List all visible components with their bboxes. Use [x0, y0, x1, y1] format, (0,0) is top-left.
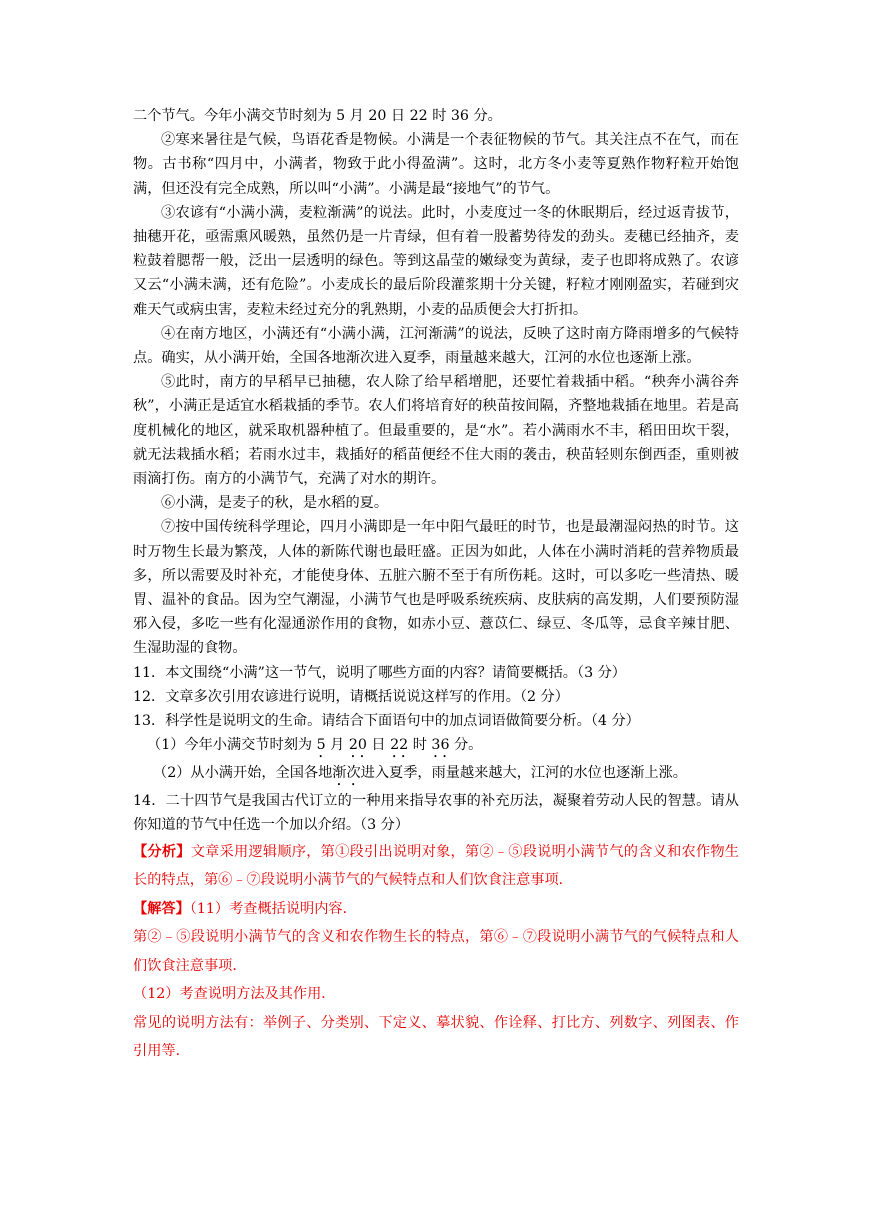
dotted-minute: 36 — [431, 737, 450, 754]
answer-solution-11: 第②﹣⑤段说明小满节气的含义和农作物生长的特点，第⑥﹣⑦段说明小满节气的气候特点和人们饮食注意事项． — [133, 929, 739, 974]
article-paragraph-6: ⑥小满，是麦子的秋，是水稻的夏。 — [161, 495, 389, 512]
question-11: 11．本文围绕“小满”这一节气，说明了哪些方面的内容？请简要概括。（3 分） — [133, 664, 626, 681]
article-paragraph-2: ②寒来暑往是气候，鸟语花香是物候。小满是一个表征物候的节气。其关注点不在气，而在物。古书称“四月中，小满者，物致于此小得盈满”。这时，北方冬小麦等夏熟作物籽粒开始饱满，但还没有完全成熟，所以叫“小满”。小满是最“接地气”的节气。 — [133, 132, 739, 197]
question-13-item-1 — [133, 733, 739, 761]
article-paragraph-7: ⑦按中国传统科学理论，四月小满即是一年中阳气最旺的时节，也是最潮湿闷热的时节。这时万物生长最为繁茂，人体的新陈代谢也最旺盛。正因为如此，人体在小满时消耗的营养物质最多，所以需要及时补充，才能使身体、五脏六腑不至于有所伤耗。这时，可以多吃一些清热、暖胃、温补的食品。因为空气潮湿，小满节气也是呼吸系统疾病、皮肤病的高发期，人们要预防湿邪入侵，多吃一些有化湿通淤作用的食物，如赤小豆、薏苡仁、绿豆、冬瓜等，忌食辛辣甘肥、生湿助湿的食物。 — [133, 519, 739, 657]
q13-1-text-4: 分。 — [449, 737, 483, 754]
dotted-month: 5 — [316, 737, 326, 754]
q13-1-prefix: （1）今年小满交节时刻为 — [147, 737, 317, 754]
answer-solution-12-title: （12）考查说明方法及其作用． — [133, 986, 336, 1003]
document-page — [133, 104, 739, 1066]
q13-1-text-2: 日 — [366, 737, 391, 754]
analysis-text: 文章采用逻辑顺序，第①段引出说明对象，第②﹣⑤段说明小满节气的含义和农作物生长的特点，第⑥﹣⑦段说明小满节气的气候特点和人们饮食注意事项． — [133, 843, 739, 889]
dotted-day: 20 — [348, 737, 367, 754]
article-paragraph-3: ③农谚有“小满小满，麦粒渐满”的说法。此时，小麦度过一冬的休眠期后，经过返青拔节，抽穗开花，亟需熏风暖熟，虽然仍是一片青绿，但有着一股蓄势待发的劲头。麦穗已经抽齐，麦粒鼓着腮帮一般，泛出一层透明的绿色。等到这晶莹的嫩绿变为黄绿，麦子也即将成熟了。农谚又云“小满未满，还有危险”。小麦成长的最后阶段灌浆期十分关键，籽粒才刚刚盈实，若碰到灾难天气或病虫害，麦粒未经过充分的乳熟期，小麦的品质便会大打折扣。 — [133, 204, 739, 318]
solution-tag: 【解答】 — [133, 900, 190, 917]
q13-1-text-3: 时 — [408, 737, 432, 754]
article-paragraph-1-tail: 二个节气。今年小满交节时刻为 5 月 20 日 22 时 36 分。 — [133, 108, 502, 124]
article-paragraph-4: ④在南方地区，小满还有“小满小满，江河渐满”的说法，反映了这时南方降雨增多的气候特点。确实，从小满开始，全国各地渐次进入夏季，雨量越来越大，江河的水位也逐渐上涨。 — [133, 325, 739, 367]
question-13-item-2 — [133, 761, 739, 789]
solution-11-title: （11）考查概括说明内容． — [189, 900, 357, 917]
article-paragraph-5: ⑤此时，南方的早稻早已抽穗，农人除了给早稻增肥，还要忙着栽插中稻。“秧奔小满谷奔秋”，小满正是适宜水稻栽插的季节。农人们将培育好的秧苗按间隔，齐整地栽插在地里。若是高度机械化的地区，就采取机器种植了。但最重要的，是“水”。若小满雨水不丰，稻田田坎干裂，就无法栽插水稻；若雨水过丰，栽插好的稻苗便经不住大雨的袭击，秧苗轻则东倒西歪，重则被雨滴打伤。南方的小满节气，充满了对水的期许。 — [133, 374, 739, 488]
question-13: 13．科学性是说明文的生命。请结合下面语句中的加点词语做简要分析。（4 分） — [133, 713, 640, 730]
dotted-word-jianci: 渐次 — [332, 765, 361, 782]
q13-1-text-1: 月 — [325, 737, 349, 754]
q13-2-prefix: （2）从小满开始，全国各地 — [153, 765, 333, 782]
answer-solution-12: 常见的说明方法有：举例子、分类别、下定义、摹状貌、作诠释、打比方、列数字、列图表、作引用等． — [133, 1014, 739, 1060]
question-12: 12．文章多次引用农谚进行说明，请概括说说这样写的作用。（2 分） — [133, 688, 569, 705]
q13-2-suffix: 进入夏季，雨量越来越大，江河的水位也逐渐上涨。 — [360, 765, 687, 782]
answer-solution-11-title — [133, 895, 739, 924]
question-14: 14．二十四节气是我国古代订立的一种用来指导农事的补充历法，凝聚着劳动人民的智慧。请从你知道的节气中任选一个加以介绍。（3 分） — [133, 793, 739, 834]
analysis-tag: 【分析】 — [133, 843, 191, 860]
dotted-hour: 22 — [390, 737, 409, 754]
answer-analysis — [133, 838, 739, 895]
